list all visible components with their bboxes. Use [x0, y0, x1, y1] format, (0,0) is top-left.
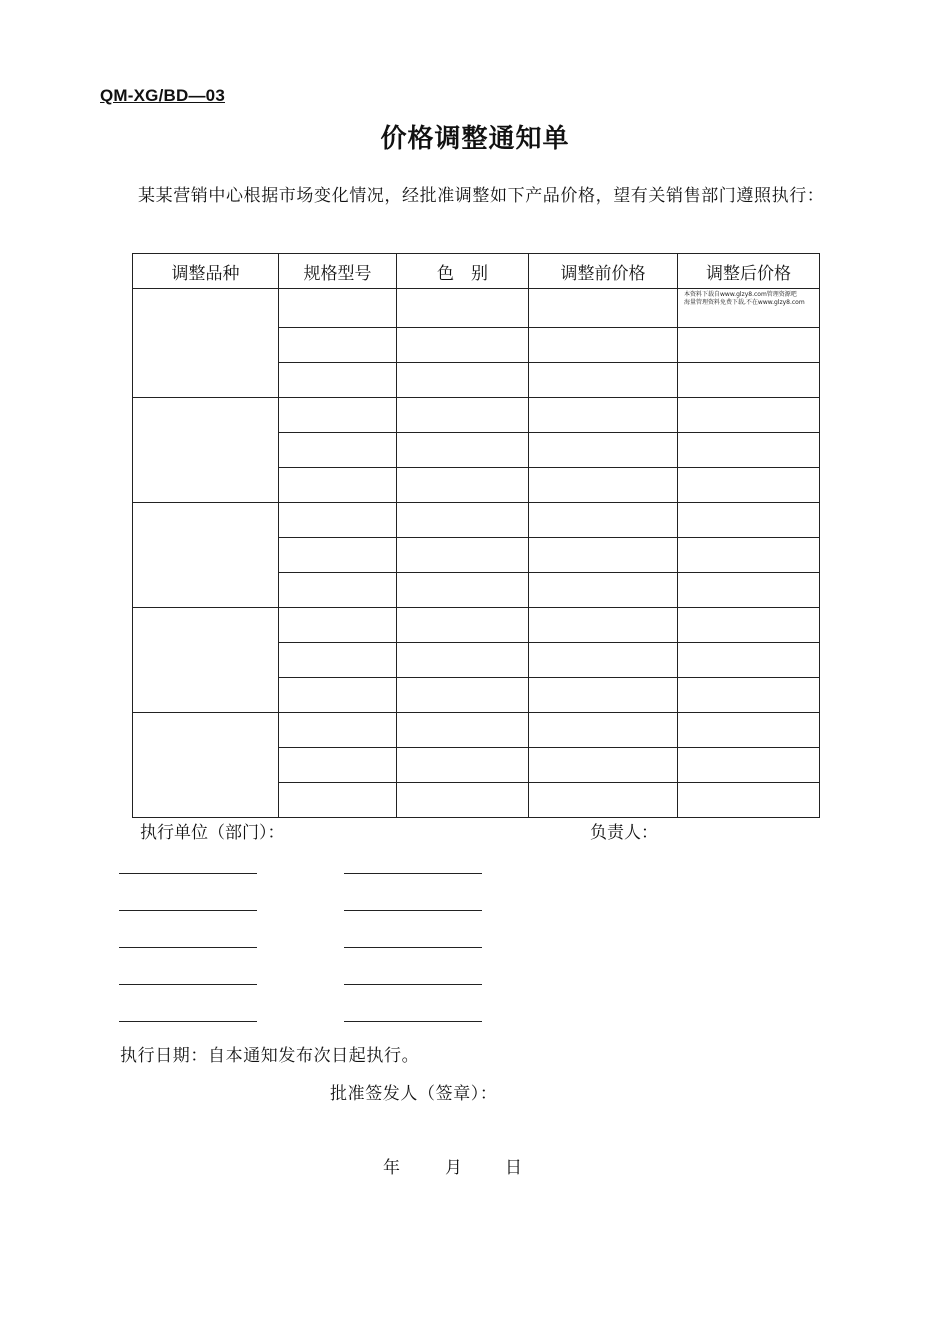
price-after-cell[interactable] — [678, 328, 820, 363]
table-row — [133, 503, 820, 538]
exec-date-text: 执行日期：自本通知发布次日起执行。 — [120, 1046, 420, 1066]
price-after-cell[interactable] — [678, 363, 820, 398]
price-before-cell[interactable] — [529, 608, 678, 643]
price-after-cell[interactable] — [678, 608, 820, 643]
spec-cell[interactable] — [279, 433, 397, 468]
table-row — [133, 398, 820, 433]
page-title: 价格调整通知单 — [380, 124, 570, 154]
table-row — [133, 713, 820, 748]
spec-cell[interactable] — [279, 289, 397, 328]
color-cell[interactable] — [397, 713, 529, 748]
watermark-line: 本资料下载自www.glzy8.com管理资源吧 — [684, 291, 797, 298]
signature-line[interactable] — [344, 910, 482, 911]
table-header-row — [133, 254, 820, 289]
color-cell[interactable] — [397, 748, 529, 783]
price-before-cell[interactable] — [529, 643, 678, 678]
watermark-note — [678, 289, 820, 328]
document-code: QM-XG/BD—03 — [100, 86, 225, 105]
spec-cell[interactable] — [279, 503, 397, 538]
exec-unit-label: 执行单位（部门）： — [140, 823, 285, 843]
signature-line[interactable] — [344, 1021, 482, 1022]
spec-cell[interactable] — [279, 678, 397, 713]
product-cell[interactable] — [133, 289, 279, 398]
product-cell[interactable] — [133, 608, 279, 713]
header-price-before: 调整前价格 — [529, 254, 678, 289]
price-after-cell[interactable] — [678, 573, 820, 608]
signature-line[interactable] — [119, 947, 257, 948]
price-before-cell[interactable] — [529, 398, 678, 433]
signature-line[interactable] — [119, 873, 257, 874]
spec-cell[interactable] — [279, 398, 397, 433]
price-before-cell[interactable] — [529, 573, 678, 608]
date-month: 月 — [445, 1158, 462, 1178]
price-after-cell[interactable] — [678, 713, 820, 748]
date-line — [383, 1153, 522, 1178]
price-before-cell[interactable] — [529, 678, 678, 713]
color-cell[interactable] — [397, 678, 529, 713]
color-cell[interactable] — [397, 289, 529, 328]
price-before-cell[interactable] — [529, 328, 678, 363]
price-after-cell[interactable] — [678, 468, 820, 503]
date-day: 日 — [505, 1158, 522, 1178]
spec-cell[interactable] — [279, 713, 397, 748]
signature-line[interactable] — [119, 984, 257, 985]
spec-cell[interactable] — [279, 573, 397, 608]
price-before-cell[interactable] — [529, 783, 678, 818]
color-cell[interactable] — [397, 538, 529, 573]
signature-line[interactable] — [119, 910, 257, 911]
price-after-cell[interactable] — [678, 783, 820, 818]
signature-line[interactable] — [119, 1021, 257, 1022]
price-before-cell[interactable] — [529, 468, 678, 503]
price-before-cell[interactable] — [529, 538, 678, 573]
signature-line[interactable] — [344, 947, 482, 948]
price-after-cell[interactable] — [678, 643, 820, 678]
color-cell[interactable] — [397, 503, 529, 538]
spec-cell[interactable] — [279, 538, 397, 573]
price-before-cell[interactable] — [529, 289, 678, 328]
signature-line[interactable] — [344, 984, 482, 985]
color-cell[interactable] — [397, 468, 529, 503]
header-price-after: 调整后价格 — [678, 254, 820, 289]
spec-cell[interactable] — [279, 748, 397, 783]
color-cell[interactable] — [397, 643, 529, 678]
price-after-cell[interactable] — [678, 503, 820, 538]
spec-cell[interactable] — [279, 608, 397, 643]
spec-cell[interactable] — [279, 643, 397, 678]
price-after-cell[interactable] — [678, 398, 820, 433]
table-row — [133, 289, 820, 328]
color-cell[interactable] — [397, 608, 529, 643]
spec-cell[interactable] — [279, 328, 397, 363]
product-cell[interactable] — [133, 713, 279, 818]
spec-cell[interactable] — [279, 468, 397, 503]
approver-label: 批准签发人（签章）： — [330, 1084, 498, 1104]
price-before-cell[interactable] — [529, 433, 678, 468]
watermark-line: 海量管理资料免费下载,不在www.glzy8.com — [684, 299, 805, 306]
price-after-cell[interactable] — [678, 433, 820, 468]
spec-cell[interactable] — [279, 783, 397, 818]
header-spec: 规格型号 — [279, 254, 397, 289]
intro-paragraph: 某某营销中心根据市场变化情况，经批准调整如下产品价格，望有关销售部门遵照执行： — [138, 186, 825, 206]
date-year: 年 — [383, 1158, 400, 1178]
spec-cell[interactable] — [279, 363, 397, 398]
color-cell[interactable] — [397, 398, 529, 433]
header-product: 调整品种 — [133, 254, 279, 289]
price-before-cell[interactable] — [529, 748, 678, 783]
product-cell[interactable] — [133, 503, 279, 608]
price-before-cell[interactable] — [529, 363, 678, 398]
price-after-cell[interactable] — [678, 748, 820, 783]
signature-line[interactable] — [344, 873, 482, 874]
color-cell[interactable] — [397, 363, 529, 398]
color-cell[interactable] — [397, 328, 529, 363]
table-row — [133, 608, 820, 643]
price-before-cell[interactable] — [529, 503, 678, 538]
price-before-cell[interactable] — [529, 713, 678, 748]
color-cell[interactable] — [397, 433, 529, 468]
price-after-cell[interactable] — [678, 678, 820, 713]
color-cell[interactable] — [397, 783, 529, 818]
price-adjustment-table — [132, 253, 820, 818]
responsible-label: 负责人： — [590, 823, 658, 843]
color-cell[interactable] — [397, 573, 529, 608]
header-color: 色 别 — [397, 254, 529, 289]
product-cell[interactable] — [133, 398, 279, 503]
price-after-cell[interactable] — [678, 538, 820, 573]
